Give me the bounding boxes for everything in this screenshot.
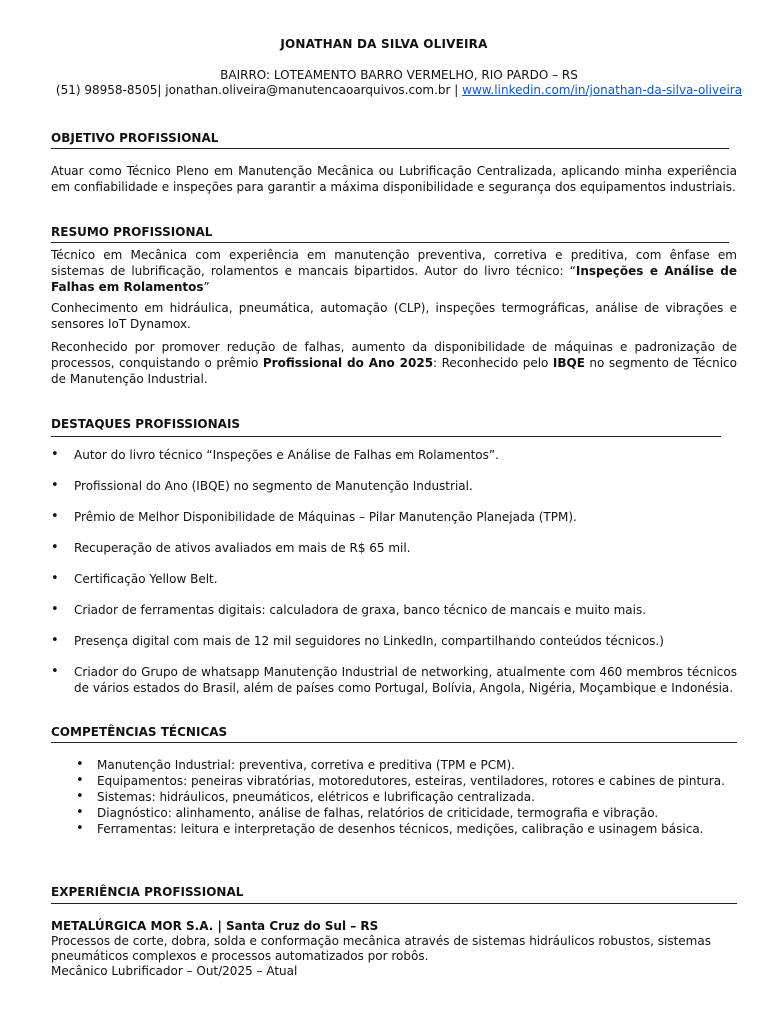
list-item: • Profissional do Ano (IBQE) no segmento de Manutenção Industrial. bbox=[51, 478, 737, 494]
summary-text: Reconhecido por promover redução de falhas, aumento da disponibilidade de máquinas e padronização de processos, conquistando o prêmio bbox=[51, 340, 737, 370]
highlights-list bbox=[51, 447, 737, 711]
candidate-name: JONATHAN DA SILVA OLIVEIRA bbox=[280, 37, 488, 51]
candidate-address: BAIRRO: LOTEAMENTO BARRO VERMELHO, RIO PARDO – RS bbox=[220, 68, 578, 82]
list-item: • Recuperação de ativos avaliados em mais de R$ 65 mil. bbox=[51, 540, 737, 556]
job-description: Processos de corte, dobra, solda e conformação mecânica através de sistemas hidráulicos robustos, sistemas pneumáticos complexos e processos automatizados por robôs. bbox=[51, 934, 711, 963]
summary-text: ” bbox=[203, 280, 210, 294]
contact-phone-email: (51) 98958-8505| jonathan.oliveira@manutencaoarquivos.com.br | bbox=[55, 83, 463, 97]
objective-text: Atuar como Técnico Pleno em Manutenção Mecânica ou Lubrificação Centralizada, aplicando minha experiência em confiabilidade e inspeções para garantir a máxima disponibilidade e segurança dos equipamentos industriais. bbox=[51, 164, 737, 194]
list-item: • Equipamentos: peneiras vibratórias, motoredutores, esteiras, ventiladores, rotores e cabines de pintura. bbox=[76, 773, 737, 789]
list-item: • Criador do Grupo de whatsapp Manutenção Industrial de networking, atualmente com 460 membros técnicos de vários estados do Brasil, além de países como Portugal, Bolívia, Angola, Nigéria, Moçambique e Indonésia. bbox=[51, 664, 737, 696]
list-item: • Certificação Yellow Belt. bbox=[51, 571, 737, 587]
section-title-competencies: COMPETÊNCIAS TÉCNICAS bbox=[51, 725, 228, 739]
institution-name: IBQE bbox=[552, 356, 585, 370]
list-item: • Manutenção Industrial: preventiva, corretiva e preditiva (TPM e PCM). bbox=[76, 757, 737, 773]
list-item: • Prêmio de Melhor Disponibilidade de Máquinas – Pilar Manutenção Planejada (TPM). bbox=[51, 509, 737, 525]
list-item: • Presença digital com mais de 12 mil seguidores no LinkedIn, compartilhando conteúdos técnicos.) bbox=[51, 633, 737, 649]
summary-text: no segmento de Técnico de Manutenção Industrial. bbox=[51, 356, 737, 386]
linkedin-link[interactable]: www.linkedin.com/in/jonathan-da-silva-oliveira bbox=[462, 83, 743, 97]
section-title-highlights: DESTAQUES PROFISSIONAIS bbox=[51, 417, 241, 431]
section-divider bbox=[51, 436, 721, 437]
company-name: METALÚRGICA MOR S.A. | Santa Cruz do Sul – RS bbox=[51, 919, 379, 933]
section-divider bbox=[51, 242, 729, 243]
job-role: Mecânico Lubrificador – Out/2025 – Atual bbox=[51, 964, 298, 978]
list-item: • Criador de ferramentas digitais: calculadora de graxa, banco técnico de mancais e muito mais. bbox=[51, 602, 737, 618]
list-item: • Ferramentas: leitura e interpretação de desenhos técnicos, medições, calibração e usinagem básica. bbox=[76, 821, 737, 837]
section-title-objective: OBJETIVO PROFISSIONAL bbox=[51, 131, 219, 145]
summary-paragraph-3 bbox=[51, 339, 737, 387]
competencies-list bbox=[76, 757, 737, 837]
award-name: Profissional do Ano 2025 bbox=[262, 356, 434, 370]
list-item: • Diagnóstico: alinhamento, análise de falhas, relatórios de criticidade, termografia e vibração. bbox=[76, 805, 737, 821]
summary-text: : Reconhecido pelo bbox=[433, 356, 553, 370]
section-divider bbox=[51, 903, 737, 904]
summary-text: Técnico em Mecânica com experiência em manutenção preventiva, corretiva e preditiva, com ênfase em sistemas de lubrificação, rolamentos e mancais bipartidos. Autor do livro técnico: “ bbox=[51, 248, 737, 278]
candidate-contact bbox=[0, 83, 768, 97]
section-divider bbox=[51, 742, 737, 743]
book-title: Inspeções e Análise de Falhas em Rolamentos bbox=[51, 264, 737, 294]
section-title-summary: RESUMO PROFISSIONAL bbox=[51, 225, 213, 239]
section-divider bbox=[51, 148, 729, 149]
summary-paragraph-2: Conhecimento em hidráulica, pneumática, automação (CLP), inspeções termográficas, análise de vibrações e sensores IoT Dynamox. bbox=[51, 301, 737, 331]
summary-paragraph-1 bbox=[51, 247, 737, 295]
section-title-experience: EXPERIÊNCIA PROFISSIONAL bbox=[51, 885, 244, 899]
list-item: • Autor do livro técnico “Inspeções e Análise de Falhas em Rolamentos”. bbox=[51, 447, 737, 463]
list-item: • Sistemas: hidráulicos, pneumáticos, elétricos e lubrificação centralizada. bbox=[76, 789, 737, 805]
